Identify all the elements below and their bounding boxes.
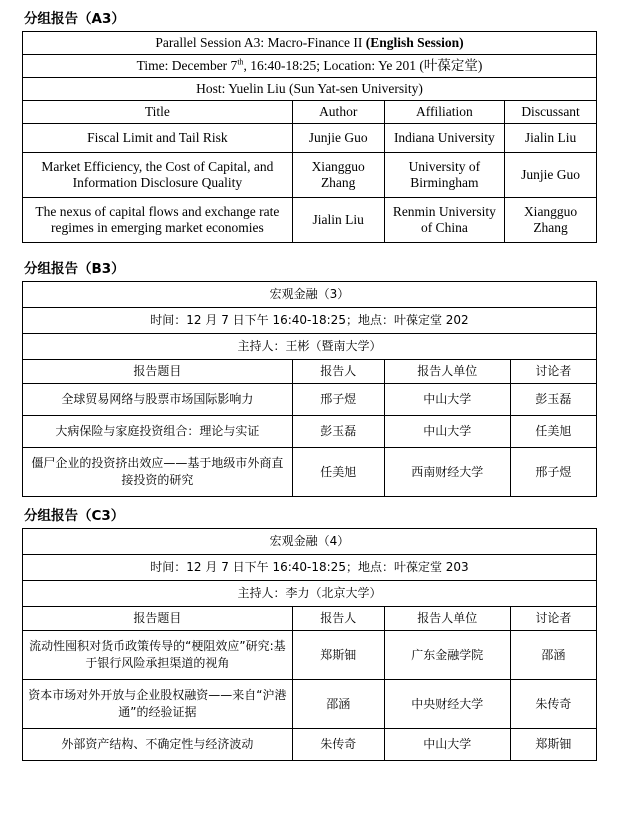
cell-discussant: Jialin Liu bbox=[505, 124, 597, 153]
cell-author: 邢子煜 bbox=[292, 384, 384, 416]
column-header-discussant: Discussant bbox=[505, 101, 597, 124]
cell-author: 郑斯钿 bbox=[292, 631, 384, 680]
table-banner-row bbox=[23, 555, 597, 581]
table-banner-row bbox=[23, 308, 597, 334]
session-host-cell: Host: Yuelin Liu (Sun Yat-sen University) bbox=[23, 78, 597, 101]
table-row bbox=[23, 729, 597, 761]
cell-affiliation: 中央财经大学 bbox=[384, 680, 510, 729]
cell-affiliation: Renmin University of China bbox=[384, 198, 505, 243]
session-time-sup: th bbox=[237, 57, 244, 67]
cell-author: 朱传奇 bbox=[292, 729, 384, 761]
table-banner-row bbox=[23, 334, 597, 360]
cell-discussant: 任美旭 bbox=[510, 416, 596, 448]
table-header-row bbox=[23, 101, 597, 124]
section-heading-c3: 分组报告（C3） bbox=[24, 508, 125, 524]
cell-author: Jialin Liu bbox=[292, 198, 384, 243]
cell-discussant: 郑斯钿 bbox=[510, 729, 596, 761]
column-header-affiliation: Affiliation bbox=[384, 101, 505, 124]
table-row bbox=[23, 384, 597, 416]
cell-affiliation: Indiana University bbox=[384, 124, 505, 153]
column-header-author: 报告人 bbox=[292, 360, 384, 384]
table-banner-row bbox=[23, 32, 597, 55]
session-table-b3 bbox=[22, 281, 597, 497]
session-time-cell: 时间：12 月 7 日下午 16:40-18:25；地点：叶葆定堂 203 bbox=[23, 555, 597, 581]
table-row bbox=[23, 680, 597, 729]
section-a3 bbox=[22, 10, 597, 243]
session-time-cell: 时间：12 月 7 日下午 16:40-18:25；地点：叶葆定堂 202 bbox=[23, 308, 597, 334]
session-title-cell: 宏观金融（3） bbox=[23, 282, 597, 308]
table-banner-row bbox=[23, 55, 597, 78]
table-row bbox=[23, 416, 597, 448]
table-row bbox=[23, 124, 597, 153]
cell-affiliation: 中山大学 bbox=[384, 729, 510, 761]
table-row bbox=[23, 448, 597, 497]
cell-affiliation: 中山大学 bbox=[384, 416, 510, 448]
session-table-a3 bbox=[22, 31, 597, 243]
section-heading-a3: 分组报告（A3） bbox=[24, 11, 125, 27]
cell-title: 大病保险与家庭投资组合：理论与实证 bbox=[23, 416, 293, 448]
column-header-author: 报告人 bbox=[292, 607, 384, 631]
cell-affiliation: 广东金融学院 bbox=[384, 631, 510, 680]
session-host-cell: 主持人：王彬（暨南大学） bbox=[23, 334, 597, 360]
session-title-cell bbox=[23, 32, 597, 55]
cell-title: 资本市场对外开放与企业股权融资——来自“沪港通”的经验证据 bbox=[23, 680, 293, 729]
cell-author: Xiangguo Zhang bbox=[292, 153, 384, 198]
cell-title: The nexus of capital flows and exchange rate regimes in emerging market economies bbox=[23, 198, 293, 243]
cell-author: 彭玉磊 bbox=[292, 416, 384, 448]
table-banner-row bbox=[23, 529, 597, 555]
table-banner-row bbox=[23, 581, 597, 607]
cell-title: 全球贸易网络与股票市场国际影响力 bbox=[23, 384, 293, 416]
column-header-affiliation: 报告人单位 bbox=[384, 360, 510, 384]
column-header-discussant: 讨论者 bbox=[510, 607, 596, 631]
column-header-title: 报告题目 bbox=[23, 360, 293, 384]
table-row bbox=[23, 153, 597, 198]
cell-title: 流动性囤积对货币政策传导的“梗阻效应”研究:基于银行风险承担渠道的视角 bbox=[23, 631, 293, 680]
cell-discussant: Xiangguo Zhang bbox=[505, 198, 597, 243]
column-header-author: Author bbox=[292, 101, 384, 124]
cell-discussant: 彭玉磊 bbox=[510, 384, 596, 416]
session-host-cell: 主持人：李力（北京大学） bbox=[23, 581, 597, 607]
column-header-title: 报告题目 bbox=[23, 607, 293, 631]
cell-discussant: 邵涵 bbox=[510, 631, 596, 680]
column-header-affiliation: 报告人单位 bbox=[384, 607, 510, 631]
session-time-post: , 16:40-18:25; Location: Ye 201 (叶葆定堂) bbox=[243, 58, 483, 73]
cell-title: Market Efficiency, the Cost of Capital, and Information Disclosure Quality bbox=[23, 153, 293, 198]
table-banner-row bbox=[23, 282, 597, 308]
section-spacer bbox=[22, 247, 597, 260]
session-table-c3 bbox=[22, 528, 597, 761]
session-title-cell: 宏观金融（4） bbox=[23, 529, 597, 555]
cell-title: 外部资产结构、不确定性与经济波动 bbox=[23, 729, 293, 761]
cell-affiliation: 西南财经大学 bbox=[384, 448, 510, 497]
session-time-cell bbox=[23, 55, 597, 78]
table-header-row bbox=[23, 607, 597, 631]
column-header-discussant: 讨论者 bbox=[510, 360, 596, 384]
table-row bbox=[23, 631, 597, 680]
section-b3 bbox=[22, 260, 597, 497]
cell-title: Fiscal Limit and Tail Risk bbox=[23, 124, 293, 153]
cell-affiliation: 中山大学 bbox=[384, 384, 510, 416]
section-c3 bbox=[22, 507, 597, 761]
session-title-text: Parallel Session A3: Macro-Finance II bbox=[155, 35, 366, 50]
table-header-row bbox=[23, 360, 597, 384]
session-title-bold: (English Session) bbox=[365, 35, 464, 50]
table-banner-row bbox=[23, 78, 597, 101]
cell-discussant: 朱传奇 bbox=[510, 680, 596, 729]
cell-author: 邵涵 bbox=[292, 680, 384, 729]
table-row bbox=[23, 198, 597, 243]
column-header-title: Title bbox=[23, 101, 293, 124]
cell-discussant: 邢子煜 bbox=[510, 448, 596, 497]
cell-author: Junjie Guo bbox=[292, 124, 384, 153]
session-time-pre: Time: December 7 bbox=[136, 58, 238, 73]
cell-author: 任美旭 bbox=[292, 448, 384, 497]
cell-discussant: Junjie Guo bbox=[505, 153, 597, 198]
cell-title: 僵尸企业的投资挤出效应——基于地级市外商直接投资的研究 bbox=[23, 448, 293, 497]
cell-affiliation: University of Birmingham bbox=[384, 153, 505, 198]
section-heading-b3: 分组报告（B3） bbox=[24, 261, 125, 277]
